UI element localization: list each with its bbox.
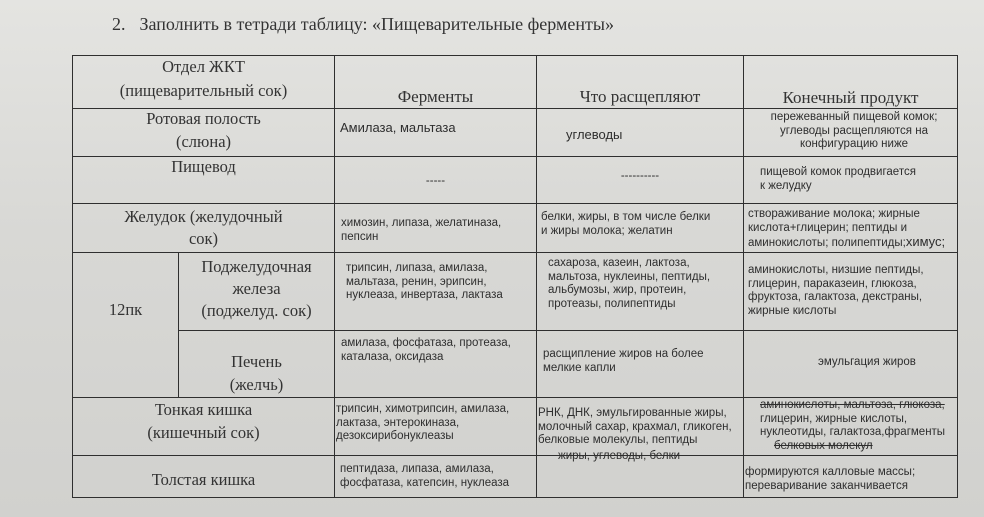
section-stomach <box>73 207 334 249</box>
section-small-intestine-juice: (кишечный сок) <box>147 423 260 442</box>
enzymes-stomach-line: химозин, липаза, желатиназа, <box>341 217 502 229</box>
enzymes-large-intestine <box>340 463 509 490</box>
substrates-pancreas-line: мальтоза, нуклеины, пептиды, <box>548 270 711 283</box>
enzymes-pancreas-line: трипсин, липаза, амилаза, <box>346 262 488 274</box>
table-rule <box>334 55 335 497</box>
enzymes-small-intestine-line: лактаза, энтерокиназа, <box>336 416 460 429</box>
header-substrates: Что расщепляют <box>579 87 701 106</box>
section-pancreas-name: железа <box>232 279 281 298</box>
section-mouth-name: Ротовая полость <box>146 109 261 128</box>
section-esophagus-name: Пищевод <box>171 157 236 176</box>
table-rule <box>72 203 958 204</box>
product-mouth <box>744 111 964 152</box>
enzymes-pancreas-line: мальтаза, ренин, эрипсин, <box>346 275 487 288</box>
substrates-liver <box>543 348 704 375</box>
product-small-intestine-line: глицерин, жирные кислоты, <box>760 412 908 425</box>
product-large-intestine <box>745 466 915 493</box>
product-large-intestine-line: формируются калловые массы; <box>745 466 916 478</box>
section-pancreas <box>179 257 334 321</box>
substrates-liver-line: мелкие капли <box>543 361 616 374</box>
enzymes-small-intestine <box>336 403 509 444</box>
section-pancreas-name: Поджелудочная <box>201 257 312 276</box>
assignment-number: 2. <box>112 14 126 34</box>
product-stomach-line <box>748 235 945 251</box>
table-rule <box>72 397 958 398</box>
section-mouth <box>73 109 334 152</box>
header-section <box>73 57 334 101</box>
group-duodenum-label: 12пк <box>108 300 143 319</box>
substrates-stomach-line: белки, жиры, в том числе белки <box>541 211 711 223</box>
enzymes-large-intestine-line: фосфатаза, катепсин, нуклеаза <box>340 476 510 489</box>
product-esophagus <box>760 166 916 193</box>
product-large-intestine-line: переваривание заканчивается <box>745 479 908 492</box>
substrates-stomach <box>541 211 710 238</box>
product-pancreas-line: глицерин, параказеин, глюкоза, <box>748 277 917 290</box>
product-pancreas-line: жирные кислоты <box>748 304 837 317</box>
enzymes-stomach-line: пепсин <box>341 230 379 243</box>
product-stomach-extra: химус; <box>905 234 946 249</box>
substrates-small-intestine-line: белковые молекулы, пептиды <box>538 434 698 446</box>
enzymes-liver-line: амилаза, фосфатаза, протеаза, <box>341 337 511 349</box>
substrates-small-intestine <box>538 407 732 463</box>
enzymes-esophagus: ----- <box>425 175 446 187</box>
enzymes-pancreas <box>346 262 503 303</box>
enzymes-liver <box>341 337 511 364</box>
header-section-title: Отдел ЖКТ <box>162 57 245 76</box>
enzymes-small-intestine-line: трипсин, химотрипсин, амилаза, <box>336 403 510 415</box>
substrates-stomach-line: и жиры молока; желатин <box>541 224 673 237</box>
substrates-pancreas <box>548 257 710 311</box>
product-mouth-line: пережеванный пищевой комок; <box>770 111 938 123</box>
substrates-small-intestine-line: РНК, ДНК, эмульгированные жиры, <box>538 407 727 419</box>
product-esophagus-line: к желудку <box>760 179 812 192</box>
table-rule <box>72 252 958 253</box>
product-small-intestine <box>760 399 945 453</box>
enzymes-large-intestine-line: пептидаза, липаза, амилаза, <box>340 463 494 475</box>
substrates-small-intestine-line: молочный сахар, крахмал, гликоген, <box>538 420 732 433</box>
section-liver <box>179 352 334 395</box>
section-stomach-juice: сок) <box>188 229 219 248</box>
substrates-small-intestine-line: жиры, углеводы, белки <box>558 449 681 462</box>
product-small-intestine-line: нуклеотиды, галактоза,фрагменты <box>760 426 946 438</box>
table-rule <box>178 330 958 331</box>
section-liver-name: Печень <box>231 352 282 371</box>
substrates-liver-line: расщипление жиров на более <box>543 348 704 360</box>
enzymes-liver-line: каталаза, оксидаза <box>341 350 444 363</box>
product-stomach-text: аминокислоты; полипептиды; <box>748 237 906 249</box>
product-stomach-line: кислота+глицерин; пептиды и <box>748 221 908 234</box>
section-pancreas-juice: (поджелуд. сок) <box>201 301 312 320</box>
table-rule <box>536 55 537 497</box>
substrates-pancreas-line: протеазы, полипептиды <box>548 297 676 310</box>
assignment-title <box>112 14 614 35</box>
substrates-pancreas-line: сахароза, казеин, лактоза, <box>548 257 690 269</box>
product-mouth-line: углеводы расщепляются на <box>780 124 928 137</box>
product-stomach-line: створаживание молока; жирные <box>748 208 920 220</box>
enzymes-small-intestine-line: дезоксирибонуклеазы <box>336 430 454 442</box>
substrates-mouth: углеводы <box>566 127 623 142</box>
section-small-intestine-name: Тонкая кишка <box>154 400 253 419</box>
product-mouth-line: конфигурацию ниже <box>799 138 909 150</box>
product-liver: эмульгация жиров <box>818 356 916 368</box>
table-border-top <box>72 55 958 56</box>
table-border-bottom <box>72 497 958 498</box>
substrates-esophagus: ---------- <box>620 170 660 182</box>
product-pancreas <box>748 264 924 318</box>
section-large-intestine <box>73 470 334 490</box>
section-small-intestine <box>73 400 334 443</box>
section-stomach-name: Желудок (желудочный <box>124 207 283 226</box>
section-liver-juice: (желчь) <box>229 375 284 394</box>
enzymes-pancreas-line: нуклеаза, инвертаза, лактаза <box>346 289 503 301</box>
assignment-text: Заполнить в тетради таблицу: «Пищеварительные ферменты» <box>139 14 614 34</box>
section-large-intestine-name: Толстая кишка <box>151 470 256 489</box>
section-mouth-juice: (слюна) <box>175 132 232 151</box>
section-esophagus <box>73 157 334 177</box>
product-pancreas-line: аминокислоты, низшие пептиды, <box>748 264 924 276</box>
header-product: Конечный продукт <box>782 88 919 107</box>
enzymes-stomach <box>341 217 501 244</box>
product-small-intestine-line: аминокислоты, мальтоза, глюкоза, <box>760 399 945 411</box>
product-small-intestine-line: белковых молекул <box>774 439 873 452</box>
header-enzymes: Ферменты <box>397 87 474 106</box>
product-pancreas-line: фруктоза, галактоза, декстраны, <box>748 291 923 303</box>
product-esophagus-line: пищевой комок продвигается <box>760 166 916 178</box>
header-section-subtitle: (пищеварительный сок) <box>119 81 288 100</box>
product-stomach <box>748 208 945 251</box>
substrates-pancreas-line: альбумозы, жир, протеин, <box>548 284 687 296</box>
enzymes-mouth: Амилаза, мальтаза <box>340 120 456 135</box>
table-rule <box>72 455 958 456</box>
